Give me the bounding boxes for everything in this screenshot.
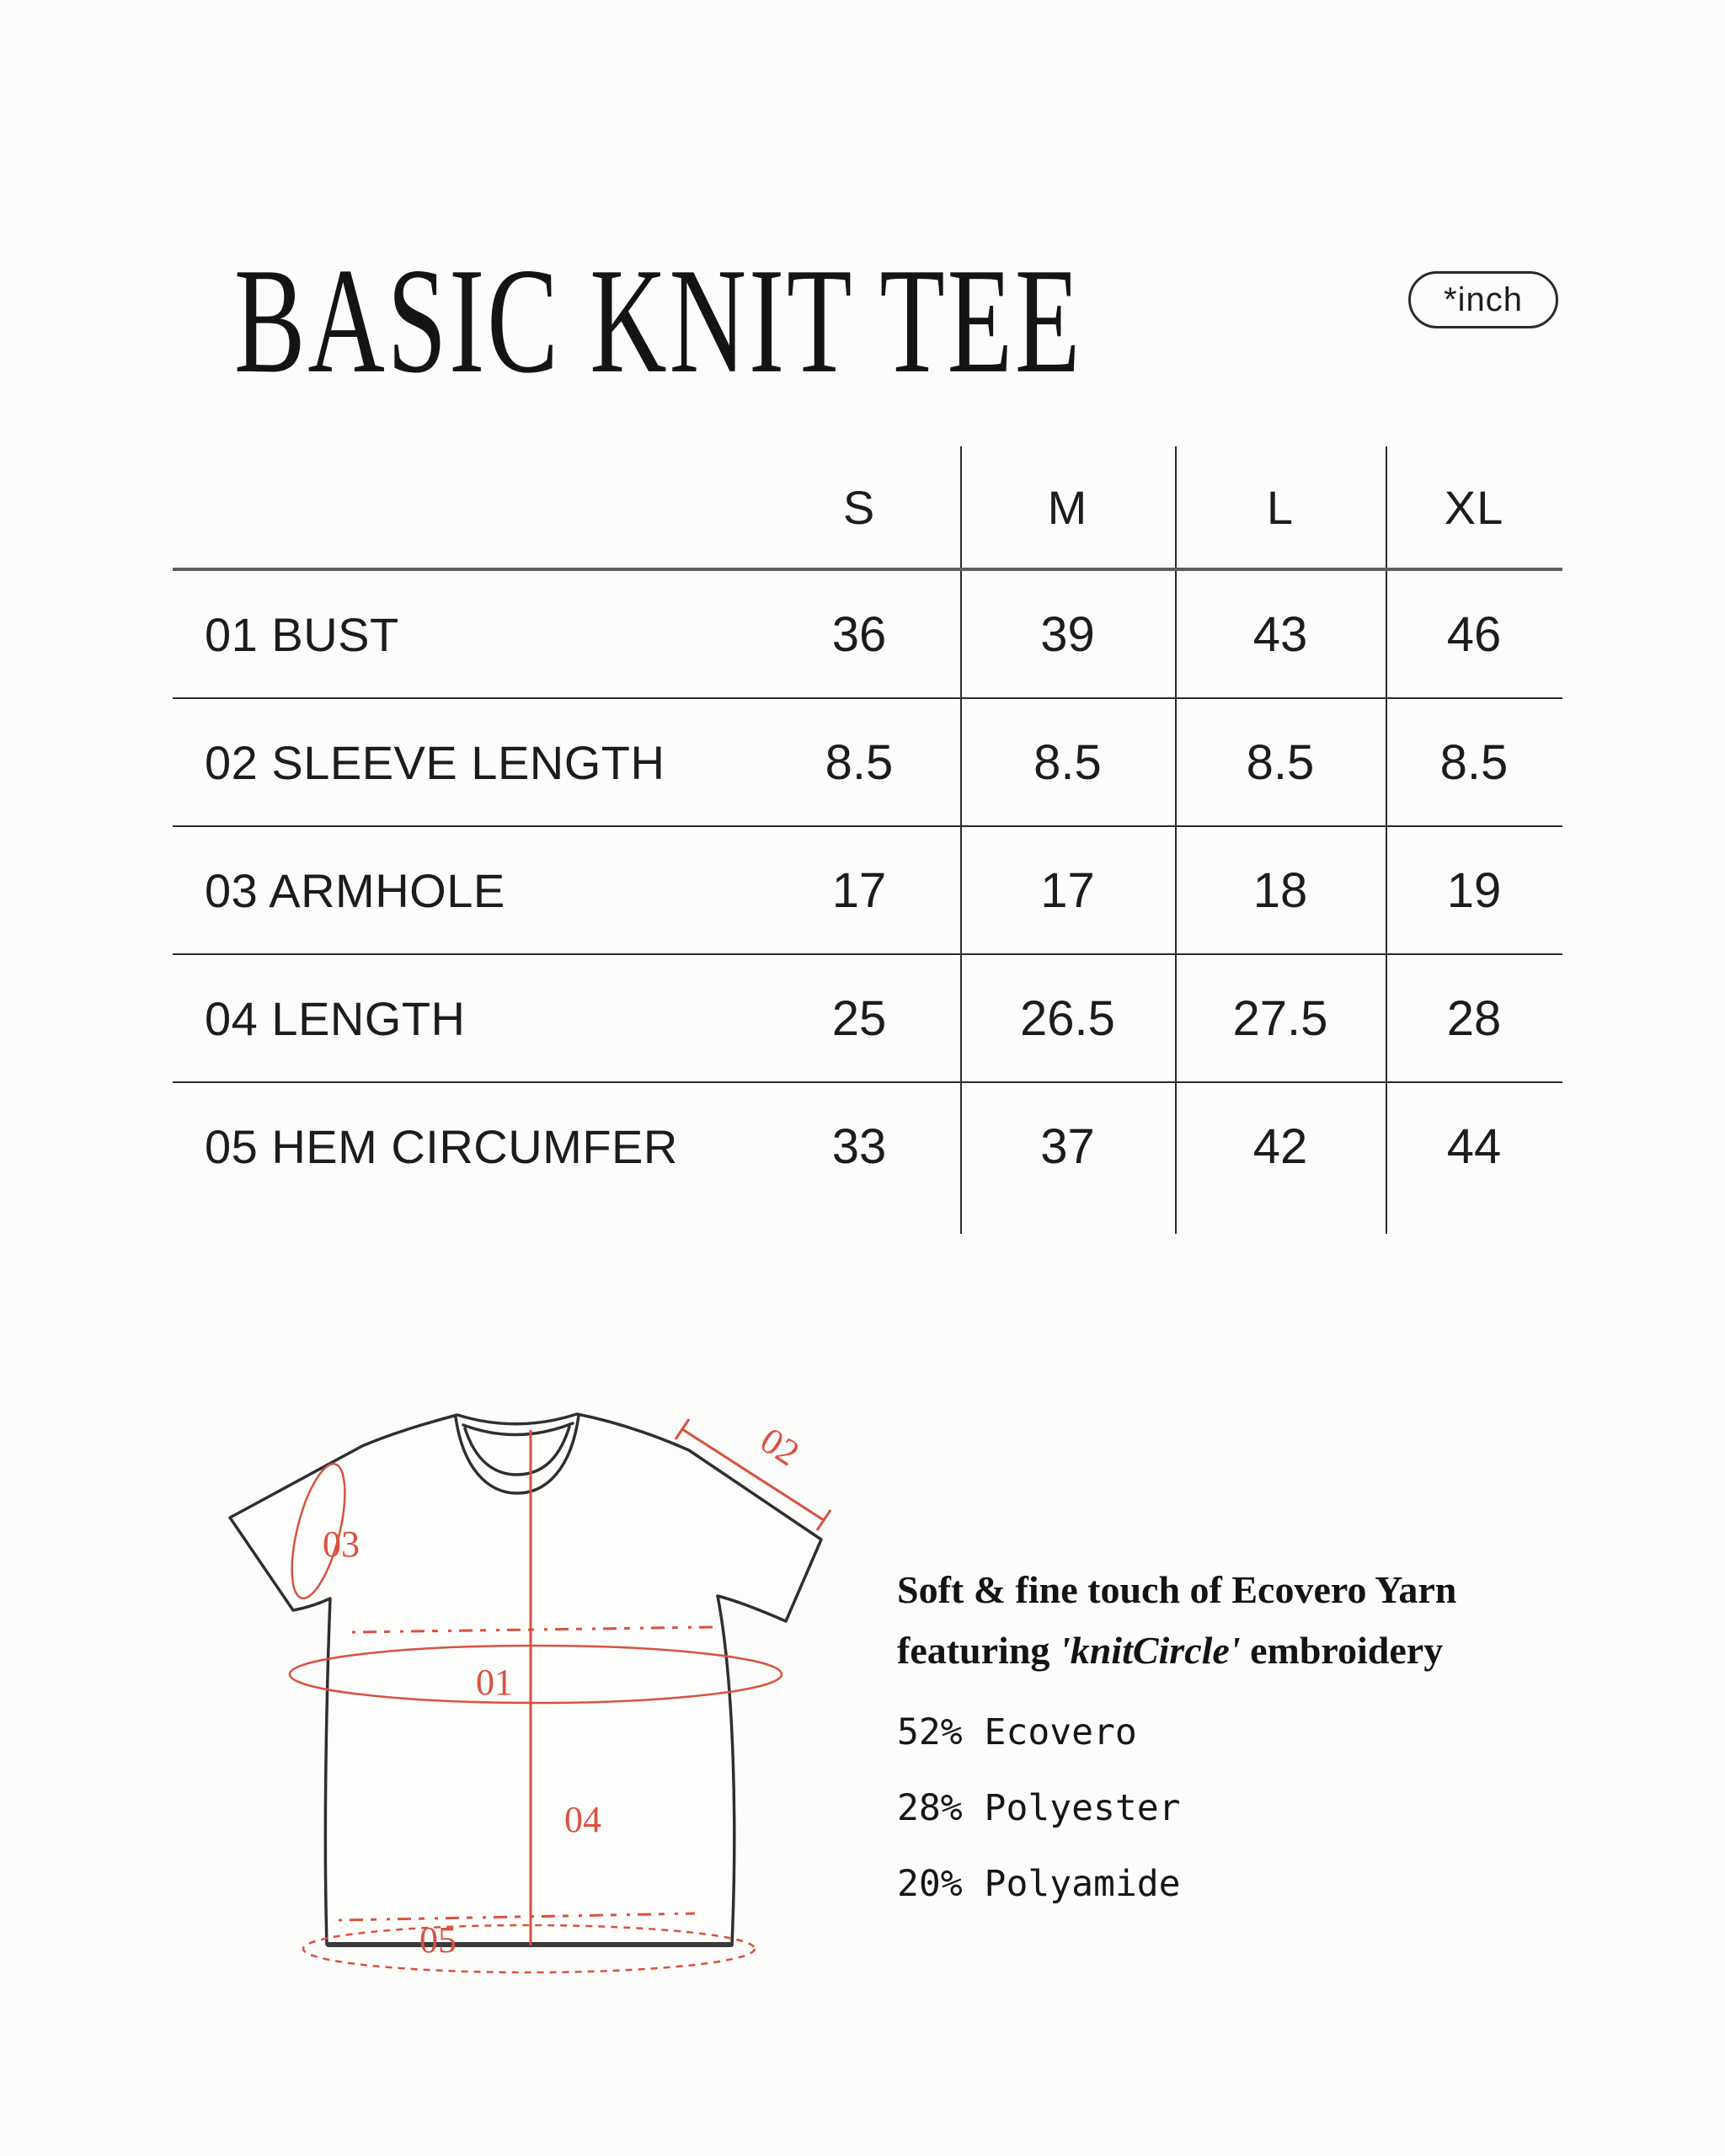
table-cell: 28 <box>1446 990 1502 1046</box>
table-cell: 37 <box>1040 1118 1095 1174</box>
table-row <box>173 1083 1562 1209</box>
column-header-s: S <box>842 480 876 534</box>
table-row <box>173 571 1562 699</box>
table-cell: 17 <box>831 862 887 918</box>
row-label: 01 BUST <box>205 607 399 661</box>
sleeve-measure-label: 02 <box>753 1419 807 1475</box>
row-label: 03 ARMHOLE <box>205 863 505 917</box>
row-label: 02 SLEEVE LENGTH <box>205 735 665 789</box>
column-header-l: L <box>1266 480 1295 534</box>
unit-badge <box>1408 271 1558 328</box>
row-label: 05 HEM CIRCUMFER <box>205 1119 678 1173</box>
length-measure-label: 04 <box>564 1799 601 1840</box>
table-header-row <box>173 446 1562 571</box>
hem-measure-label: 05 <box>419 1919 457 1961</box>
description-line-2-italic: 'knitCircle' <box>1059 1629 1241 1672</box>
sleeve-measure-tick-start <box>676 1419 689 1439</box>
column-header-xl: XL <box>1444 480 1504 534</box>
row-label: 04 LENGTH <box>205 991 466 1045</box>
description-line-2-suffix: embroidery <box>1240 1629 1444 1672</box>
table-cell: 8.5 <box>1246 734 1315 790</box>
table-cell: 36 <box>831 606 887 662</box>
table-cell: 8.5 <box>1033 734 1102 790</box>
table-cell: 42 <box>1252 1118 1308 1174</box>
table-row <box>173 699 1562 827</box>
table-cell: 17 <box>1040 862 1095 918</box>
table-cell: 8.5 <box>1439 734 1509 790</box>
size-table <box>173 446 1562 1234</box>
table-cell: 33 <box>831 1118 887 1174</box>
table-cell: 39 <box>1040 606 1095 662</box>
fabric-composition-list <box>897 1694 1181 1922</box>
sleeve-measure-tick-end <box>817 1510 830 1530</box>
table-cell: 8.5 <box>825 734 894 790</box>
description-line-1: Soft & fine touch of Ecovero Yarn <box>897 1568 1457 1611</box>
table-cell: 18 <box>1252 862 1308 918</box>
page-title: BASIC KNIT TEE <box>234 237 1083 405</box>
table-cell: 26.5 <box>1020 990 1115 1046</box>
table-cell: 25 <box>831 990 887 1046</box>
composition-item: 28% Polyester <box>897 1787 1181 1829</box>
table-cell: 44 <box>1446 1118 1502 1174</box>
composition-item: 52% Ecovero <box>897 1711 1137 1753</box>
description-line-2 <box>897 1620 1456 1681</box>
column-header-m: M <box>1047 480 1088 534</box>
table-row <box>173 955 1562 1083</box>
product-description <box>897 1560 1456 1681</box>
table-cell: 19 <box>1446 862 1502 918</box>
table-cell: 27.5 <box>1232 990 1328 1046</box>
description-line-2-prefix: featuring <box>897 1629 1060 1672</box>
table-cell: 43 <box>1252 606 1308 662</box>
table-row <box>173 827 1562 955</box>
table-cell: 46 <box>1446 606 1502 662</box>
bust-measure-label: 01 <box>476 1662 513 1703</box>
composition-item: 20% Polyamide <box>897 1863 1181 1905</box>
armhole-measure-label: 03 <box>323 1524 360 1565</box>
unit-badge-label: *inch <box>1444 280 1523 318</box>
tee-measurement-diagram <box>211 1390 868 1996</box>
